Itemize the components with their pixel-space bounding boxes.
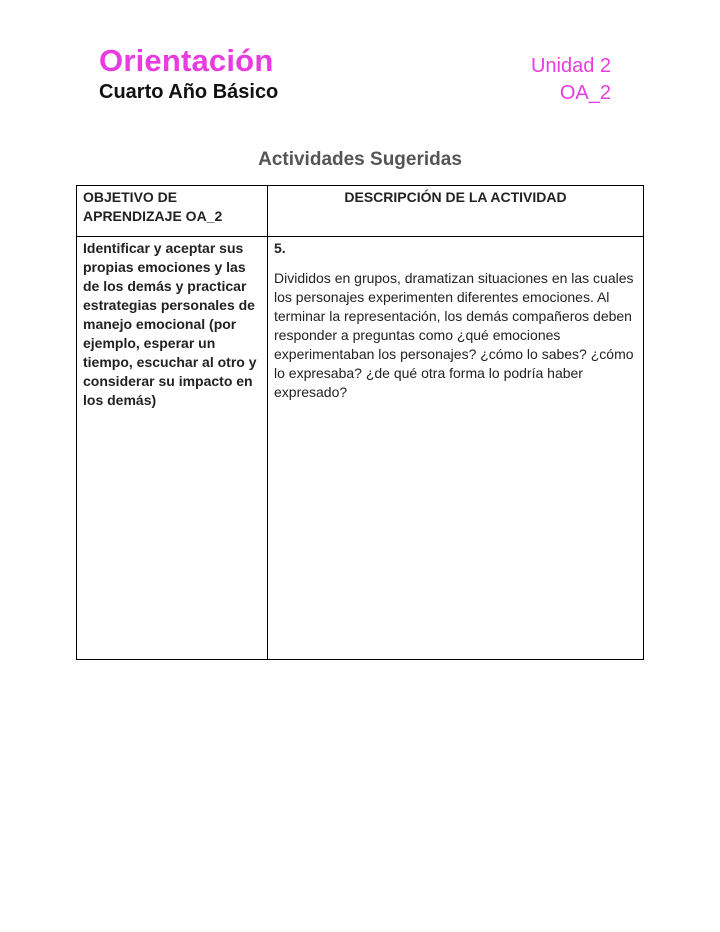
subject-title: Orientación bbox=[99, 43, 274, 78]
objective-cell bbox=[77, 237, 268, 660]
table-header-row bbox=[77, 186, 644, 237]
unit-info bbox=[531, 53, 611, 107]
objective-text: Identificar y aceptar sus propias emociones y las de los demás y practicar estrategias personales de manejo emocional (por ejemplo, esperar un tiempo, escuchar al otro y considerar su impacto en los demás) bbox=[83, 240, 257, 408]
description-column-header: DESCRIPCIÓN DE LA ACTIVIDAD bbox=[268, 186, 644, 237]
activity-number: 5. bbox=[274, 240, 286, 256]
document-header bbox=[99, 42, 278, 104]
section-title: Actividades Sugeridas bbox=[258, 149, 462, 170]
description-cell bbox=[268, 237, 644, 660]
oa-label: OA_2 bbox=[559, 82, 611, 104]
unit-label: Unidad 2 bbox=[530, 55, 611, 77]
table-row bbox=[77, 237, 644, 660]
activity-table bbox=[76, 185, 644, 660]
activity-description: Divididos en grupos, dramatizan situaciones en las cuales los personajes experimenten diferentes emociones. Al terminar la representación, los demás compañeros deben responder a preguntas como ¿qué emociones experimentaban los personajes? ¿cómo lo sabes? ¿cómo lo expresaba? ¿de qué otra forma lo podría haber expresado? bbox=[274, 270, 634, 400]
objective-column-header: OBJETIVO DE APRENDIZAJE OA_2 bbox=[77, 186, 268, 237]
grade-label: Cuarto Año Básico bbox=[99, 81, 279, 103]
